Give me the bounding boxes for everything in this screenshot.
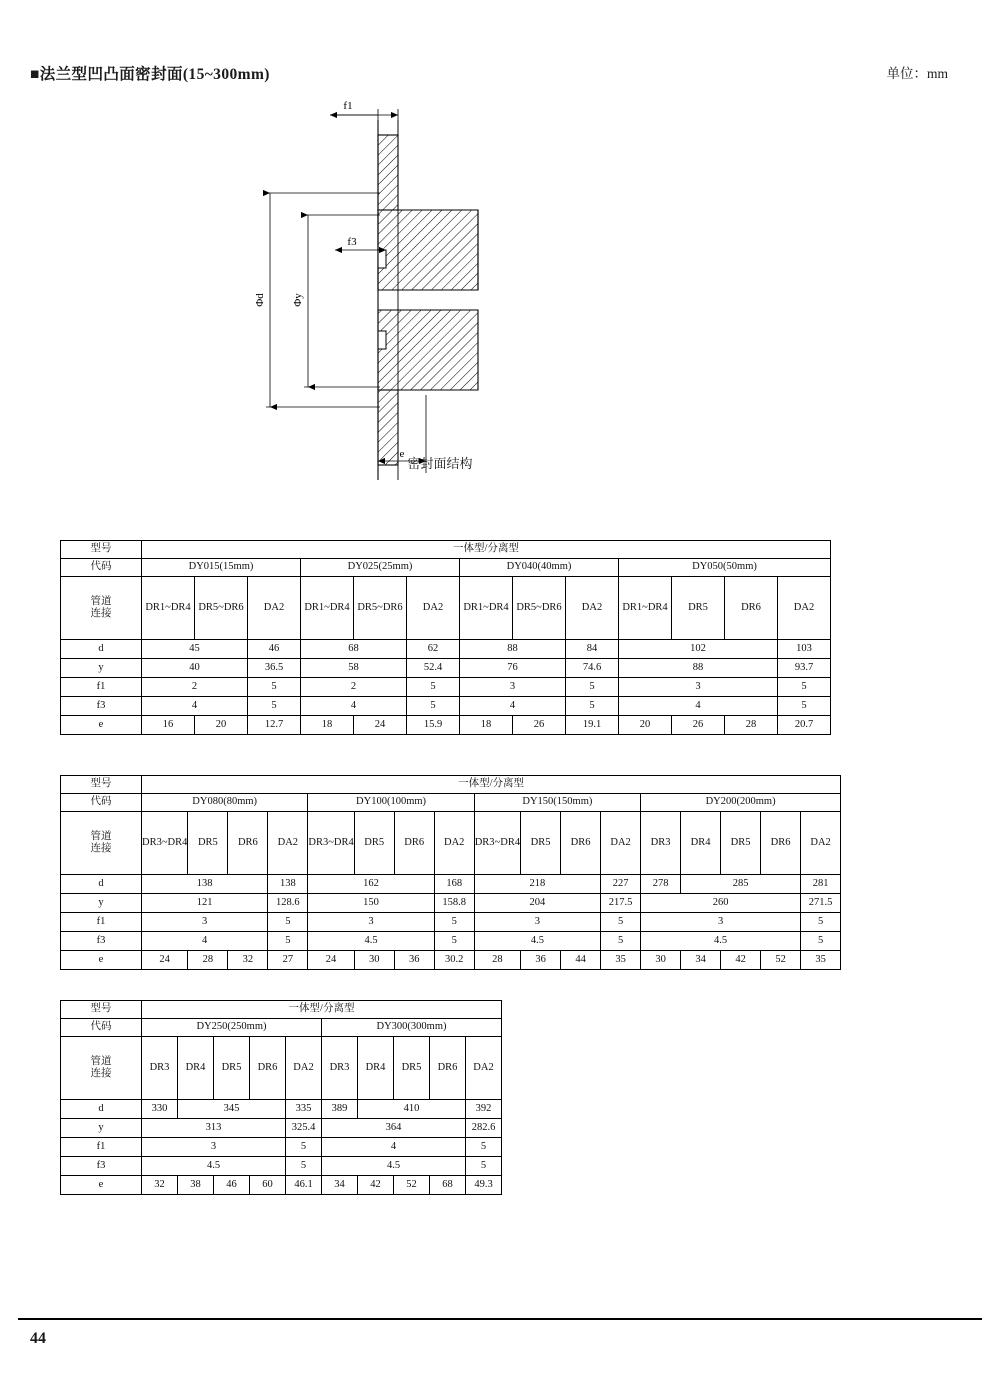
value-cell: 38 bbox=[178, 1176, 214, 1195]
connection-cell: DR5 bbox=[354, 812, 394, 875]
row-label-f1: f1 bbox=[61, 913, 142, 932]
connection-cell: DR6 bbox=[250, 1037, 286, 1100]
value-cell: 28 bbox=[188, 951, 228, 970]
value-cell: 76 bbox=[460, 659, 566, 678]
connection-cell: DR5~DR6 bbox=[354, 577, 407, 640]
table-row bbox=[61, 659, 831, 678]
row-label-d: d bbox=[61, 640, 142, 659]
value-cell: 410 bbox=[358, 1100, 466, 1119]
model-code-cell: DY250(250mm) bbox=[142, 1019, 322, 1037]
value-cell: 27 bbox=[268, 951, 308, 970]
table-row bbox=[61, 697, 831, 716]
value-cell: 5 bbox=[286, 1138, 322, 1157]
value-cell: 3 bbox=[460, 678, 566, 697]
table-row bbox=[61, 776, 841, 794]
spec-table-2-wrap bbox=[60, 775, 841, 970]
value-cell: 4.5 bbox=[474, 932, 600, 951]
value-cell: 4 bbox=[142, 697, 248, 716]
value-cell: 34 bbox=[681, 951, 721, 970]
row-label-model: 型号 bbox=[61, 1001, 142, 1019]
table-row bbox=[61, 1019, 502, 1037]
value-cell: 5 bbox=[407, 697, 460, 716]
figure-label-f1: f1 bbox=[343, 100, 353, 112]
row-label-code: 代码 bbox=[61, 794, 142, 812]
table-row bbox=[61, 1037, 502, 1100]
value-cell: 35 bbox=[601, 951, 641, 970]
row-label-connection: 管道 连接 bbox=[61, 1037, 142, 1100]
connection-cell: DA2 bbox=[778, 577, 831, 640]
table-row bbox=[61, 1138, 502, 1157]
value-cell: 3 bbox=[142, 1138, 286, 1157]
connection-cell: DA2 bbox=[248, 577, 301, 640]
value-cell: 18 bbox=[301, 716, 354, 735]
page-number: 44 bbox=[30, 1330, 46, 1347]
spec-table-1-wrap bbox=[60, 540, 831, 735]
model-code-cell: DY015(15mm) bbox=[142, 559, 301, 577]
table-row bbox=[61, 541, 831, 559]
value-cell: 4 bbox=[619, 697, 778, 716]
spec-table-3-wrap bbox=[60, 1000, 502, 1195]
connection-cell: DA2 bbox=[801, 812, 841, 875]
page-header bbox=[30, 62, 970, 84]
row-label-model: 型号 bbox=[61, 541, 142, 559]
value-cell: 150 bbox=[308, 894, 434, 913]
table-row bbox=[61, 913, 841, 932]
value-cell: 24 bbox=[142, 951, 188, 970]
model-code-cell: DY040(40mm) bbox=[460, 559, 619, 577]
connection-cell: DR6 bbox=[561, 812, 601, 875]
value-cell: 20 bbox=[619, 716, 672, 735]
row-label-connection: 管道 连接 bbox=[61, 577, 142, 640]
value-cell: 46.1 bbox=[286, 1176, 322, 1195]
value-cell: 36 bbox=[521, 951, 561, 970]
value-cell: 281 bbox=[801, 875, 841, 894]
connection-cell: DR6 bbox=[430, 1037, 466, 1100]
row-label-f3: f3 bbox=[61, 697, 142, 716]
table-row bbox=[61, 812, 841, 875]
table-row bbox=[61, 1100, 502, 1119]
row-label-code: 代码 bbox=[61, 1019, 142, 1037]
unit-label: 单位：mm bbox=[886, 66, 948, 81]
value-cell: 158.8 bbox=[434, 894, 474, 913]
value-cell: 5 bbox=[601, 932, 641, 951]
spec-table-1 bbox=[60, 540, 831, 735]
connection-cell: DR1~DR4 bbox=[619, 577, 672, 640]
connection-cell: DR6 bbox=[761, 812, 801, 875]
row-label-f3: f3 bbox=[61, 932, 142, 951]
value-cell: 227 bbox=[601, 875, 641, 894]
value-cell: 5 bbox=[248, 678, 301, 697]
value-cell: 345 bbox=[178, 1100, 286, 1119]
value-cell: 4.5 bbox=[308, 932, 434, 951]
value-cell: 40 bbox=[142, 659, 248, 678]
model-type-value: 一体型/分离型 bbox=[142, 541, 831, 559]
value-cell: 26 bbox=[672, 716, 725, 735]
table-row bbox=[61, 794, 841, 812]
value-cell: 5 bbox=[434, 913, 474, 932]
value-cell: 15.9 bbox=[407, 716, 460, 735]
table-row bbox=[61, 1157, 502, 1176]
value-cell: 26 bbox=[513, 716, 566, 735]
value-cell: 3 bbox=[308, 913, 434, 932]
value-cell: 5 bbox=[778, 678, 831, 697]
value-cell: 20 bbox=[195, 716, 248, 735]
connection-cell: DA2 bbox=[407, 577, 460, 640]
value-cell: 5 bbox=[801, 932, 841, 951]
row-label-f1: f1 bbox=[61, 678, 142, 697]
page-title: ■法兰型凹凸面密封面(15~300mm) bbox=[30, 66, 270, 83]
value-cell: 88 bbox=[619, 659, 778, 678]
connection-cell: DA2 bbox=[286, 1037, 322, 1100]
model-code-cell: DY200(200mm) bbox=[641, 794, 841, 812]
value-cell: 32 bbox=[228, 951, 268, 970]
value-cell: 5 bbox=[434, 932, 474, 951]
value-cell: 103 bbox=[778, 640, 831, 659]
value-cell: 74.6 bbox=[566, 659, 619, 678]
value-cell: 162 bbox=[308, 875, 434, 894]
value-cell: 60 bbox=[250, 1176, 286, 1195]
table-row bbox=[61, 932, 841, 951]
value-cell: 42 bbox=[721, 951, 761, 970]
spec-table-2 bbox=[60, 775, 841, 970]
value-cell: 313 bbox=[142, 1119, 286, 1138]
connection-cell: DR5 bbox=[721, 812, 761, 875]
table-row bbox=[61, 559, 831, 577]
value-cell: 45 bbox=[142, 640, 248, 659]
connection-cell: DR3~DR4 bbox=[308, 812, 354, 875]
value-cell: 4 bbox=[460, 697, 566, 716]
value-cell: 34 bbox=[322, 1176, 358, 1195]
value-cell: 46 bbox=[248, 640, 301, 659]
value-cell: 30 bbox=[354, 951, 394, 970]
table-row bbox=[61, 951, 841, 970]
connection-cell: DR5 bbox=[394, 1037, 430, 1100]
value-cell: 138 bbox=[142, 875, 268, 894]
value-cell: 68 bbox=[430, 1176, 466, 1195]
value-cell: 35 bbox=[801, 951, 841, 970]
value-cell: 4.5 bbox=[641, 932, 801, 951]
value-cell: 58 bbox=[301, 659, 407, 678]
model-code-cell: DY150(150mm) bbox=[474, 794, 640, 812]
connection-cell: DR3 bbox=[322, 1037, 358, 1100]
value-cell: 4.5 bbox=[322, 1157, 466, 1176]
value-cell: 278 bbox=[641, 875, 681, 894]
value-cell: 5 bbox=[268, 932, 308, 951]
value-cell: 389 bbox=[322, 1100, 358, 1119]
connection-cell: DR4 bbox=[358, 1037, 394, 1100]
value-cell: 102 bbox=[619, 640, 778, 659]
value-cell: 44 bbox=[561, 951, 601, 970]
row-label-e: e bbox=[61, 1176, 142, 1195]
row-label-f3: f3 bbox=[61, 1157, 142, 1176]
model-type-value: 一体型/分离型 bbox=[142, 776, 841, 794]
row-label-d: d bbox=[61, 1100, 142, 1119]
connection-cell: DR5~DR6 bbox=[513, 577, 566, 640]
value-cell: 12.7 bbox=[248, 716, 301, 735]
row-label-f1: f1 bbox=[61, 1138, 142, 1157]
value-cell: 121 bbox=[142, 894, 268, 913]
table-row bbox=[61, 875, 841, 894]
table-row bbox=[61, 1001, 502, 1019]
spec-table-3 bbox=[60, 1000, 502, 1195]
value-cell: 128.6 bbox=[268, 894, 308, 913]
value-cell: 5 bbox=[801, 913, 841, 932]
row-label-y: y bbox=[61, 1119, 142, 1138]
value-cell: 5 bbox=[466, 1157, 502, 1176]
row-label-d: d bbox=[61, 875, 142, 894]
value-cell: 364 bbox=[322, 1119, 466, 1138]
connection-cell: DA2 bbox=[466, 1037, 502, 1100]
table-row bbox=[61, 678, 831, 697]
connection-cell: DA2 bbox=[268, 812, 308, 875]
value-cell: 5 bbox=[407, 678, 460, 697]
value-cell: 3 bbox=[142, 913, 268, 932]
model-code-cell: DY080(80mm) bbox=[142, 794, 308, 812]
value-cell: 36.5 bbox=[248, 659, 301, 678]
value-cell: 84 bbox=[566, 640, 619, 659]
value-cell: 5 bbox=[601, 913, 641, 932]
connection-cell: DR6 bbox=[394, 812, 434, 875]
connection-cell: DR4 bbox=[178, 1037, 214, 1100]
value-cell: 3 bbox=[474, 913, 600, 932]
value-cell: 19.1 bbox=[566, 716, 619, 735]
value-cell: 5 bbox=[268, 913, 308, 932]
value-cell: 52 bbox=[394, 1176, 430, 1195]
connection-cell: DR5 bbox=[188, 812, 228, 875]
value-cell: 30 bbox=[641, 951, 681, 970]
connection-cell: DR6 bbox=[228, 812, 268, 875]
value-cell: 2 bbox=[142, 678, 248, 697]
row-label-connection: 管道 连接 bbox=[61, 812, 142, 875]
value-cell: 32 bbox=[142, 1176, 178, 1195]
connection-cell: DA2 bbox=[566, 577, 619, 640]
value-cell: 204 bbox=[474, 894, 600, 913]
value-cell: 20.7 bbox=[778, 716, 831, 735]
footer-rule bbox=[18, 1318, 982, 1320]
row-label-e: e bbox=[61, 716, 142, 735]
value-cell: 52.4 bbox=[407, 659, 460, 678]
value-cell: 36 bbox=[394, 951, 434, 970]
table-row bbox=[61, 1119, 502, 1138]
value-cell: 5 bbox=[286, 1157, 322, 1176]
connection-cell: DR6 bbox=[725, 577, 778, 640]
model-type-value: 一体型/分离型 bbox=[142, 1001, 502, 1019]
value-cell: 168 bbox=[434, 875, 474, 894]
value-cell: 28 bbox=[474, 951, 520, 970]
model-code-cell: DY100(100mm) bbox=[308, 794, 474, 812]
value-cell: 282.6 bbox=[466, 1119, 502, 1138]
value-cell: 4 bbox=[322, 1138, 466, 1157]
row-label-y: y bbox=[61, 659, 142, 678]
table-row bbox=[61, 1176, 502, 1195]
table-row bbox=[61, 716, 831, 735]
row-label-y: y bbox=[61, 894, 142, 913]
value-cell: 2 bbox=[301, 678, 407, 697]
figure-caption: 密封面结构 bbox=[407, 456, 473, 471]
connection-cell: DA2 bbox=[601, 812, 641, 875]
figure-label-phi-y: Φy bbox=[292, 293, 304, 307]
connection-cell: DR5~DR6 bbox=[195, 577, 248, 640]
value-cell: 5 bbox=[566, 697, 619, 716]
value-cell: 42 bbox=[358, 1176, 394, 1195]
value-cell: 330 bbox=[142, 1100, 178, 1119]
value-cell: 46 bbox=[214, 1176, 250, 1195]
value-cell: 68 bbox=[301, 640, 407, 659]
model-code-cell: DY025(25mm) bbox=[301, 559, 460, 577]
value-cell: 5 bbox=[778, 697, 831, 716]
connection-cell: DR5 bbox=[672, 577, 725, 640]
value-cell: 325.4 bbox=[286, 1119, 322, 1138]
value-cell: 16 bbox=[142, 716, 195, 735]
model-code-cell: DY050(50mm) bbox=[619, 559, 831, 577]
value-cell: 62 bbox=[407, 640, 460, 659]
row-label-code: 代码 bbox=[61, 559, 142, 577]
table-row bbox=[61, 577, 831, 640]
value-cell: 30.2 bbox=[434, 951, 474, 970]
connection-cell: DR3 bbox=[641, 812, 681, 875]
value-cell: 24 bbox=[354, 716, 407, 735]
value-cell: 335 bbox=[286, 1100, 322, 1119]
value-cell: 285 bbox=[681, 875, 801, 894]
value-cell: 260 bbox=[641, 894, 801, 913]
connection-cell: DR1~DR4 bbox=[142, 577, 195, 640]
value-cell: 217.5 bbox=[601, 894, 641, 913]
table-row bbox=[61, 640, 831, 659]
value-cell: 49.3 bbox=[466, 1176, 502, 1195]
value-cell: 52 bbox=[761, 951, 801, 970]
connection-cell: DR3~DR4 bbox=[142, 812, 188, 875]
connection-cell: DA2 bbox=[434, 812, 474, 875]
value-cell: 271.5 bbox=[801, 894, 841, 913]
value-cell: 3 bbox=[619, 678, 778, 697]
value-cell: 3 bbox=[641, 913, 801, 932]
model-code-cell: DY300(300mm) bbox=[322, 1019, 502, 1037]
value-cell: 5 bbox=[466, 1138, 502, 1157]
row-label-e: e bbox=[61, 951, 142, 970]
value-cell: 88 bbox=[460, 640, 566, 659]
value-cell: 4 bbox=[301, 697, 407, 716]
figure-label-phi-d: Φd bbox=[254, 293, 266, 307]
value-cell: 218 bbox=[474, 875, 600, 894]
value-cell: 5 bbox=[248, 697, 301, 716]
connection-cell: DR3 bbox=[142, 1037, 178, 1100]
value-cell: 24 bbox=[308, 951, 354, 970]
connection-cell: DR5 bbox=[521, 812, 561, 875]
row-label-model: 型号 bbox=[61, 776, 142, 794]
value-cell: 4.5 bbox=[142, 1157, 286, 1176]
figure-label-e: e bbox=[399, 448, 405, 460]
value-cell: 18 bbox=[460, 716, 513, 735]
value-cell: 93.7 bbox=[778, 659, 831, 678]
connection-cell: DR5 bbox=[214, 1037, 250, 1100]
table-row bbox=[61, 894, 841, 913]
value-cell: 392 bbox=[466, 1100, 502, 1119]
connection-cell: DR1~DR4 bbox=[460, 577, 513, 640]
figure-label-f3: f3 bbox=[347, 236, 357, 248]
connection-cell: DR3~DR4 bbox=[474, 812, 520, 875]
connection-cell: DR4 bbox=[681, 812, 721, 875]
flange-sealing-face-diagram bbox=[230, 95, 650, 485]
value-cell: 5 bbox=[566, 678, 619, 697]
value-cell: 138 bbox=[268, 875, 308, 894]
connection-cell: DR1~DR4 bbox=[301, 577, 354, 640]
value-cell: 4 bbox=[142, 932, 268, 951]
value-cell: 28 bbox=[725, 716, 778, 735]
